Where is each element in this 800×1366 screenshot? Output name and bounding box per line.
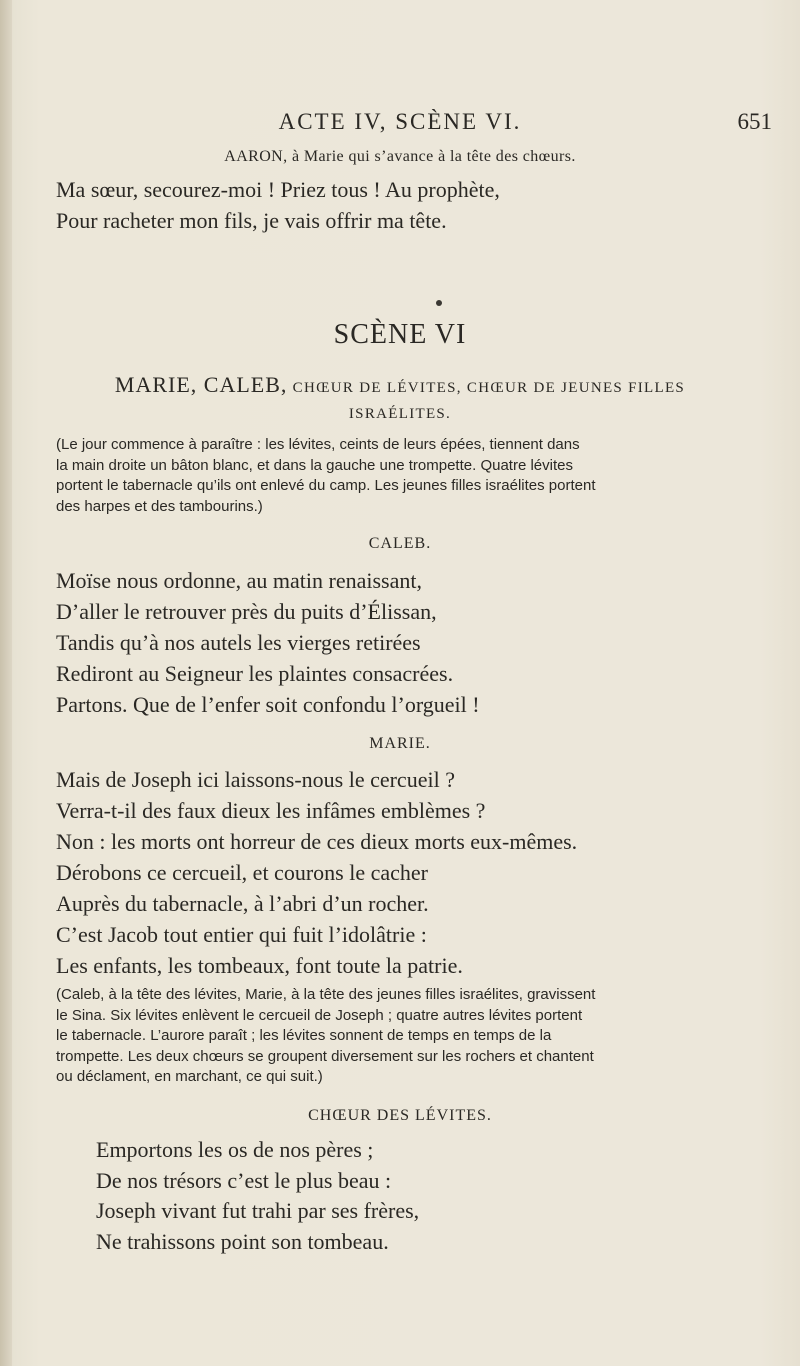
aaron-verses [56, 174, 500, 236]
page-gutter-shadow [0, 0, 12, 1366]
marie-verses [56, 764, 577, 981]
characters-main: MARIE, CALEB, [114, 372, 288, 397]
page-number: 651 [737, 109, 772, 134]
stage-line: (Caleb, à la tête des lévites, Marie, à la tête des jeunes filles israélites, gravissent [56, 986, 596, 1003]
stage-line: le Sina. Six lévites enlèvent le cercueil de Joseph ; quatre autres lévites portent [56, 1006, 583, 1024]
verse-line: Partons. Que de l’enfer soit confondu l’orgueil ! [56, 692, 480, 717]
verse-line: Dérobons ce cercueil, et courons le cacher [56, 860, 428, 885]
character-list-continued [0, 398, 800, 429]
verse-line: Tandis qu’à nos autels les vierges retirées [56, 630, 421, 655]
verse-line: Les enfants, les tombeaux, font toute la patrie. [56, 953, 463, 978]
stage-direction-opening [56, 435, 750, 517]
verse-line: Auprès du tabernacle, à l’abri d’un rocher. [56, 891, 429, 916]
stage-line: ou déclament, en marchant, ce qui suit.) [56, 1068, 323, 1085]
verse-line: Emportons les os de nos pères ; [96, 1137, 374, 1162]
stage-line: portent le tabernacle qu’ils ont enlevé du camp. Les jeunes filles israélites portent [56, 477, 596, 494]
marie-speaker: MARIE. [369, 735, 431, 752]
verse-line: D’aller le retrouver près du puits d’Élissan, [56, 599, 437, 624]
choeur-speaker: CHŒUR DES LÉVITES. [308, 1107, 492, 1124]
verse-line: Moïse nous ordonne, au matin renaissant, [56, 568, 422, 593]
aaron-speaker-line [0, 145, 800, 169]
verse-line: Non : les morts ont horreur de ces dieux morts eux-mêmes. [56, 829, 578, 854]
stage-line: (Le jour commence à paraître : les lévites, ceints de leurs épées, tiennent dans [56, 436, 580, 453]
verse-line: Verra-t-il des faux dieux les infâmes emblèmes ? [56, 798, 486, 823]
stage-line: des harpes et des tambourins.) [56, 497, 263, 515]
verse-line: De nos trésors c’est le plus beau : [96, 1167, 392, 1193]
running-head-title: ACTE IV, SCÈNE VI. [278, 109, 522, 134]
characters-rest-line1: CHŒUR DE LÉVITES, CHŒUR DE JEUNES FILLES [292, 380, 686, 396]
verse-line: Ne trahissons point son tombeau. [96, 1228, 389, 1254]
verse-line: Pour racheter mon fils, je vais offrir ma tête. [56, 208, 447, 233]
verse-line: Mais de Joseph ici laissons-nous le cercueil ? [56, 767, 455, 792]
choeur-verses [96, 1135, 419, 1257]
stage-direction-ascent [56, 985, 750, 1088]
aaron-speaker: AARON, [224, 148, 288, 165]
scene-title: SCÈNE VI [333, 319, 467, 350]
verse-line: Ma sœur, secourez-moi ! Priez tous ! Au prophète, [56, 177, 500, 202]
stage-line: la main droite un bâton blanc, et dans la gauche une trompette. Quatre lévites [56, 456, 573, 474]
aaron-stage-direction: à Marie qui s’avance à la tête des chœurs. [291, 148, 576, 165]
verse-line: C’est Jacob tout entier qui fuit l’idolâtrie : [56, 922, 427, 947]
verse-line: Rediront au Seigneur les plaintes consacrées. [56, 661, 454, 686]
caleb-verses [56, 565, 480, 720]
stage-line: le tabernacle. L’aurore paraît ; les lévites sonnent de temps en temps de la [56, 1027, 552, 1044]
caleb-speaker: CALEB. [368, 535, 432, 552]
separator-dot [436, 300, 442, 306]
running-head [0, 107, 800, 137]
characters-rest-line2: ISRAÉLITES. [348, 406, 452, 422]
verse-line: Joseph vivant fut trahi par ses frères, [96, 1198, 420, 1223]
stage-line: trompette. Les deux chœurs se groupent diversement sur les rochers et chantent [56, 1047, 594, 1065]
